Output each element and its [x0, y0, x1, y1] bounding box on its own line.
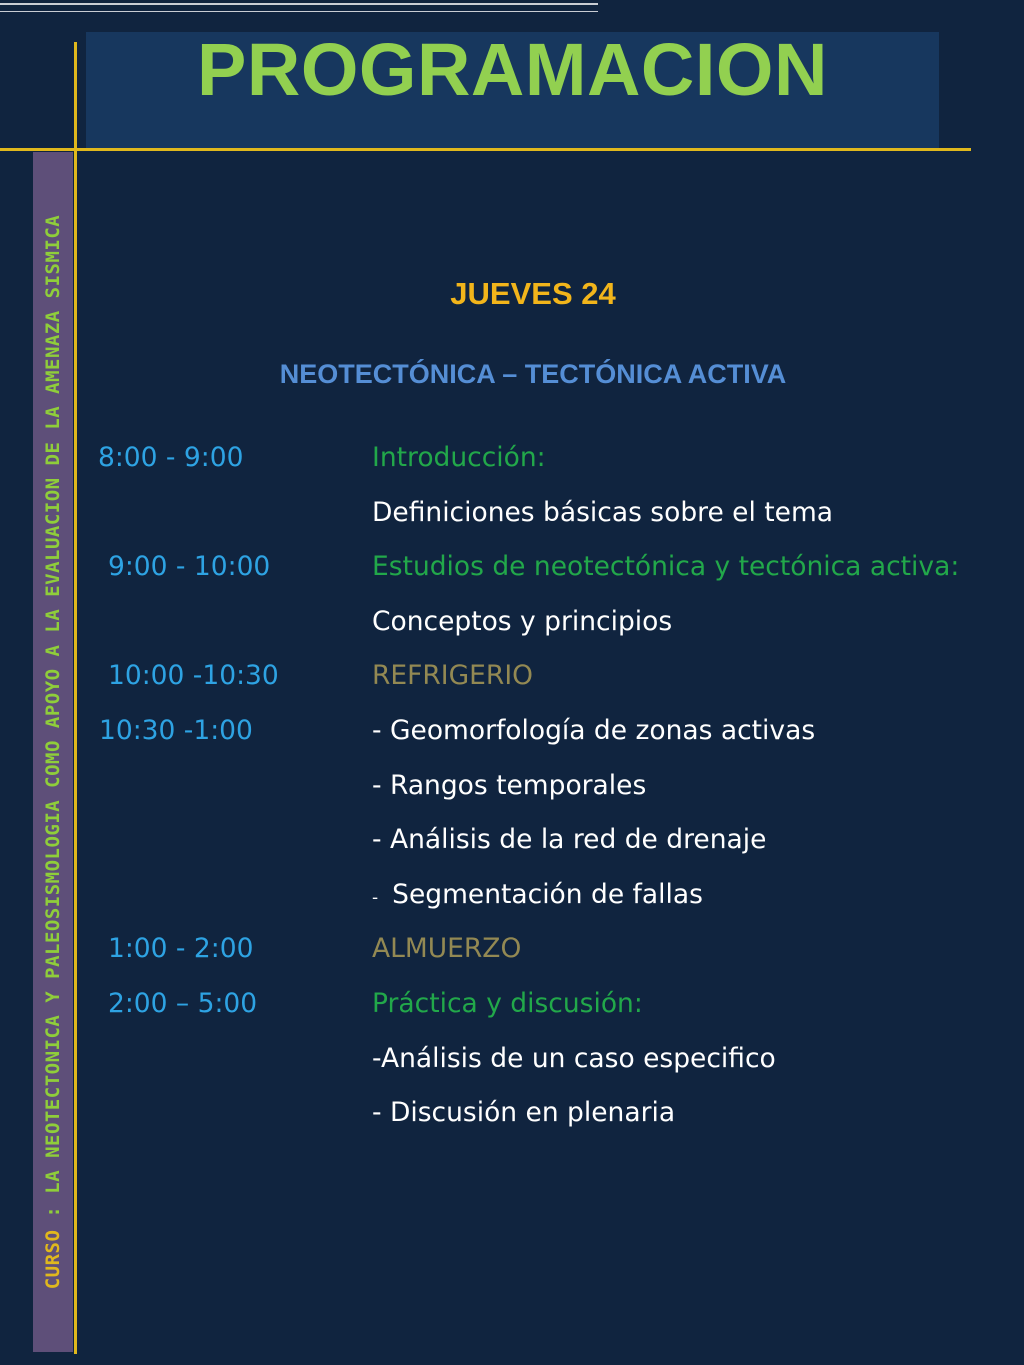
bullet-dash: -: [372, 887, 379, 908]
schedule-activity: Estudios de neotectónica y tectónica activa:: [372, 551, 960, 583]
schedule-list: [0, 431, 1024, 1141]
schedule-time: 2:00 – 5:00: [108, 987, 258, 1019]
schedule-row: [0, 813, 1024, 868]
schedule-activity-text: Segmentación de fallas: [392, 878, 703, 910]
schedule-time: 8:00 - 9:00: [98, 442, 244, 473]
schedule-activity: Introducción:: [372, 442, 546, 473]
horizontal-accent-line: [0, 148, 971, 151]
schedule-row: [0, 486, 1024, 541]
schedule-row: [0, 868, 1024, 923]
page-title: PROGRAMACION: [197, 28, 828, 111]
schedule-row: [0, 1032, 1024, 1087]
schedule-activity: - Análisis de la red de drenaje: [372, 824, 767, 856]
schedule-time: 10:00 -10:30: [108, 660, 279, 692]
schedule-activity: -Análisis de un caso especifico: [372, 1042, 776, 1074]
schedule-row: [0, 922, 1024, 977]
schedule-activity: REFRIGERIO: [372, 660, 533, 692]
schedule-activity: - Discusión en plenaria: [372, 1097, 676, 1129]
schedule-time: 1:00 - 2:00: [108, 933, 254, 965]
schedule-row: [0, 649, 1024, 704]
schedule-time: 9:00 - 10:00: [108, 551, 271, 583]
day-heading: JUEVES 24: [450, 276, 616, 311]
top-double-rule: [0, 3, 598, 12]
schedule-activity: Práctica y discusión:: [372, 987, 643, 1019]
schedule-activity: Conceptos y principios: [372, 605, 673, 637]
schedule-activity: - Geomorfología de zonas activas: [372, 714, 816, 746]
schedule-activity: [372, 868, 703, 926]
schedule-row: [0, 595, 1024, 650]
schedule-activity: Definiciones básicas sobre el tema: [372, 496, 834, 528]
course-label: CURSO: [42, 1229, 64, 1290]
topic-heading: NEOTECTÓNICA – TECTÓNICA ACTIVA: [279, 359, 787, 389]
schedule-row: [0, 759, 1024, 814]
schedule-row: [0, 977, 1024, 1032]
schedule-row: [0, 1086, 1024, 1141]
schedule-row: [0, 540, 1024, 595]
schedule-activity: - Rangos temporales: [372, 769, 647, 801]
schedule-time: 10:30 -1:00: [99, 714, 253, 746]
schedule-row: [0, 431, 1024, 486]
schedule-row: [0, 704, 1024, 759]
schedule-activity: ALMUERZO: [372, 933, 522, 965]
course-title: : LA NEOTECTONICA Y PALEOSISMOLOGIA COMO APOYO A LA EVALUACION DE LA AMENAZA SISMICA: [42, 214, 64, 1230]
